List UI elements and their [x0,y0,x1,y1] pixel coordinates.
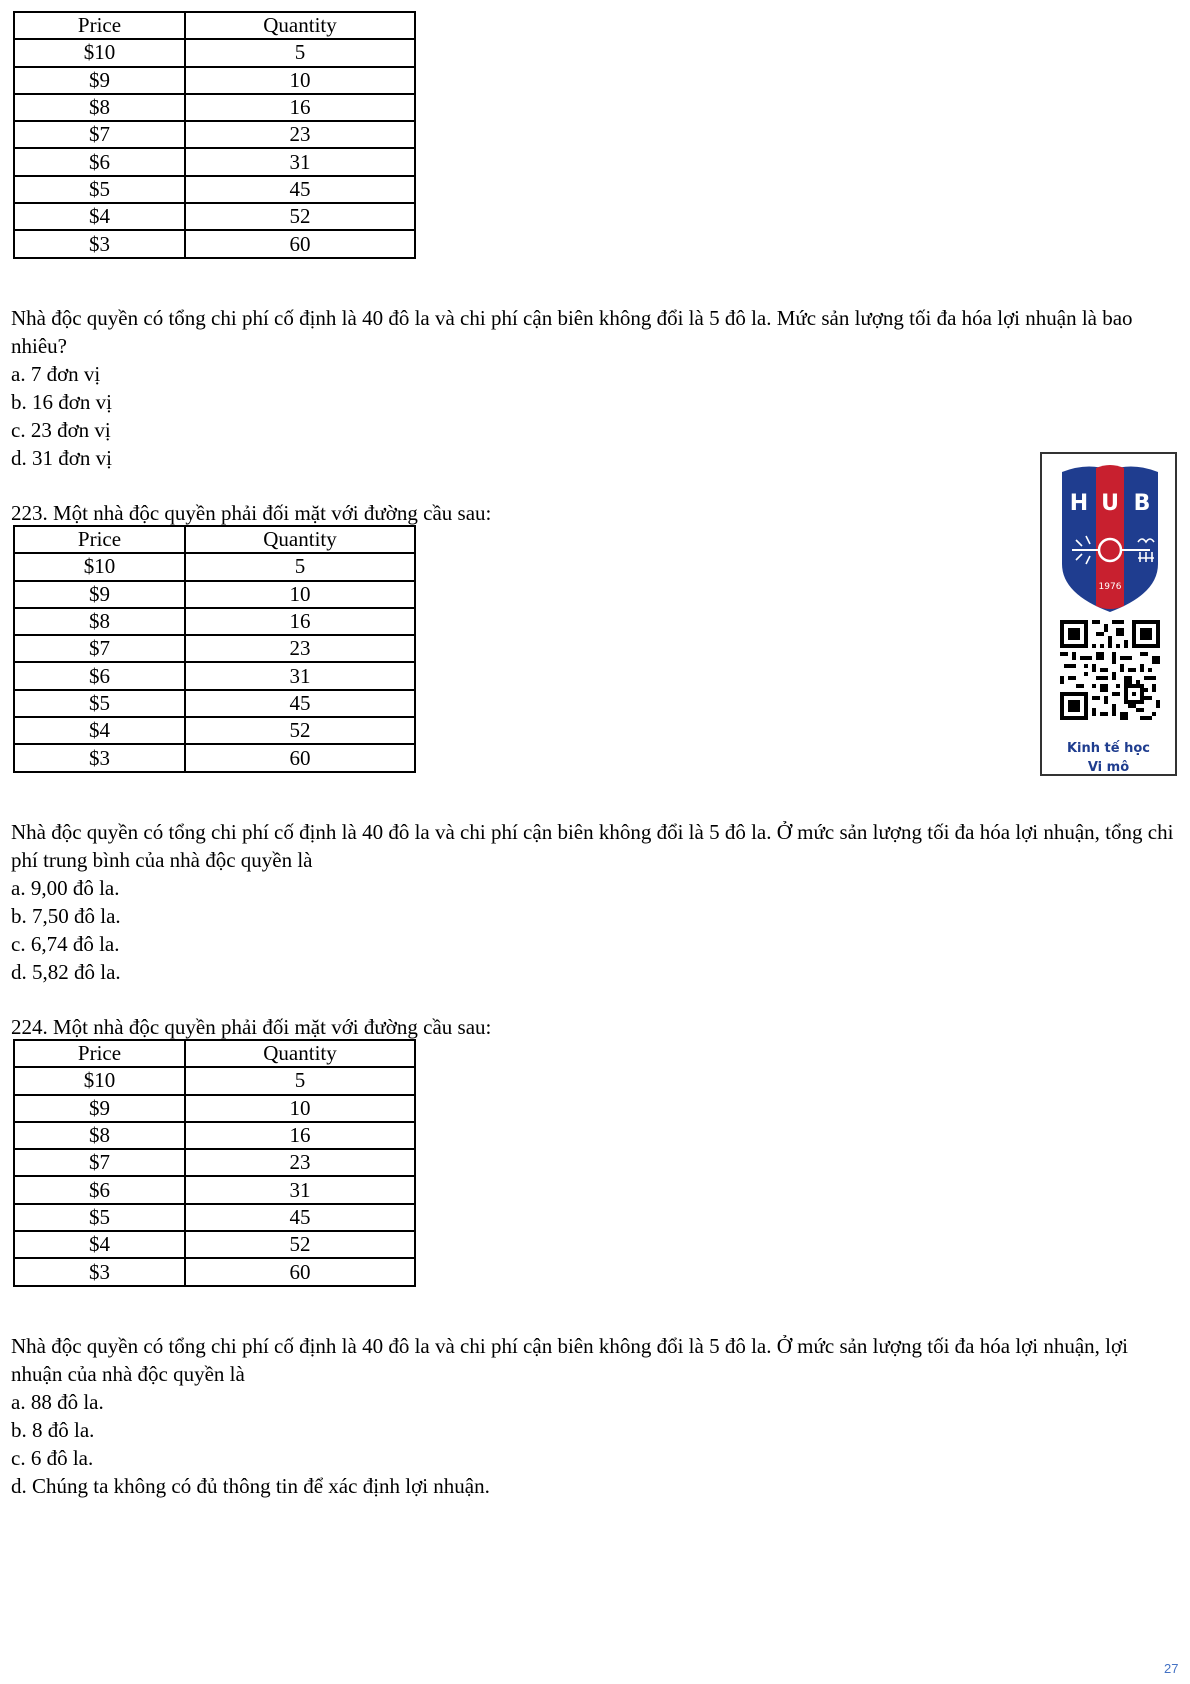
price-header: Price [14,12,185,39]
price-cell: $7 [14,1149,185,1176]
price-header: Price [14,526,185,553]
demand-table-3 [13,1039,416,1287]
quantity-cell: 5 [185,1067,415,1094]
price-cell: $9 [14,1095,185,1122]
quantity-header: Quantity [185,1040,415,1067]
answer-option-c: c. 23 đơn vị [11,418,111,442]
demand-table-1 [13,11,416,259]
quantity-cell: 45 [185,176,415,203]
answer-option-b: b. 8 đô la. [11,1418,95,1442]
quantity-header: Quantity [185,526,415,553]
quantity-cell: 5 [185,553,415,580]
quantity-cell: 60 [185,744,415,771]
answer-option-b: b. 7,50 đô la. [11,904,121,928]
quantity-cell: 16 [185,1122,415,1149]
table-row [14,744,415,771]
price-cell: $6 [14,1176,185,1203]
quantity-cell: 31 [185,1176,415,1203]
answer-option-a: a. 88 đô la. [11,1390,104,1414]
qr-code-icon [1060,620,1160,720]
question-stem: Nhà độc quyền có tổng chi phí cố định là 40 đô la và chi phí cận biên không đổi là 5 đô la. Ở mức sản lượng tối đa hóa lợi nhuận, tổng chi phí trung bình của nhà độc quyền là [11,820,1174,872]
answer-option-a: a. 7 đơn vị [11,362,101,386]
quantity-cell: 23 [185,1149,415,1176]
question-title: 224. Một nhà độc quyền phải đối mặt với đường cầu sau: [11,1015,492,1039]
table-header-row [14,1040,415,1067]
course-badge [1040,452,1177,776]
table-row [14,94,415,121]
quantity-cell: 31 [185,662,415,689]
price-cell: $9 [14,67,185,94]
price-cell: $6 [14,148,185,175]
page-number: 27 [1164,1661,1179,1676]
price-cell: $10 [14,39,185,66]
price-cell: $3 [14,1258,185,1285]
table-row [14,203,415,230]
quantity-cell: 52 [185,717,415,744]
table-row [14,1095,415,1122]
answer-option-d: d. 31 đơn vị [11,446,112,470]
price-cell: $8 [14,608,185,635]
price-cell: $5 [14,176,185,203]
quantity-cell: 10 [185,581,415,608]
quantity-cell: 52 [185,1231,415,1258]
svg-text:U: U [1101,491,1119,516]
quantity-cell: 52 [185,203,415,230]
price-cell: $8 [14,94,185,121]
table-row [14,67,415,94]
table-row [14,1122,415,1149]
price-cell: $7 [14,635,185,662]
price-cell: $5 [14,1204,185,1231]
question-stem: Nhà độc quyền có tổng chi phí cố định là 40 đô la và chi phí cận biên không đổi là 5 đô la. Ở mức sản lượng tối đa hóa lợi nhuận, lợi nhuận của nhà độc quyền là [11,1334,1128,1386]
badge-caption-line2: Vi mô [1087,760,1130,775]
badge-caption-line1: Kinh tế học [1066,741,1150,756]
table-row [14,608,415,635]
svg-text:H: H [1069,491,1089,516]
quantity-header: Quantity [185,12,415,39]
price-cell: $10 [14,1067,185,1094]
quantity-cell: 23 [185,635,415,662]
price-cell: $10 [14,553,185,580]
price-cell: $7 [14,121,185,148]
price-cell: $8 [14,1122,185,1149]
quantity-cell: 5 [185,39,415,66]
table-row [14,1258,415,1285]
table-row [14,662,415,689]
answer-option-d: d. Chúng ta không có đủ thông tin để xác định lợi nhuận. [11,1474,490,1498]
table-row [14,1231,415,1258]
quantity-cell: 23 [185,121,415,148]
price-cell: $3 [14,230,185,257]
table-row [14,1149,415,1176]
price-cell: $4 [14,203,185,230]
table-row [14,39,415,66]
table-row [14,1176,415,1203]
table-row [14,553,415,580]
question-stem: Nhà độc quyền có tổng chi phí cố định là 40 đô la và chi phí cận biên không đổi là 5 đô la. Mức sản lượng tối đa hóa lợi nhuận là bao nhiêu? [11,306,1133,358]
price-cell: $6 [14,662,185,689]
answer-option-c: c. 6 đô la. [11,1446,94,1470]
table-row [14,690,415,717]
quantity-cell: 16 [185,608,415,635]
answer-option-a: a. 9,00 đô la. [11,876,120,900]
table-header-row [14,526,415,553]
table-row [14,717,415,744]
table-row [14,581,415,608]
hub-logo-icon [1042,454,1179,614]
quantity-cell: 10 [185,67,415,94]
svg-text:B: B [1133,491,1151,516]
price-header: Price [14,1040,185,1067]
question-title: 223. Một nhà độc quyền phải đối mặt với đường cầu sau: [11,501,492,525]
answer-option-b: b. 16 đơn vị [11,390,112,414]
quantity-cell: 16 [185,94,415,121]
quantity-cell: 45 [185,690,415,717]
table-row [14,635,415,662]
table-row [14,230,415,257]
quantity-cell: 60 [185,230,415,257]
quantity-cell: 31 [185,148,415,175]
table-row [14,1067,415,1094]
price-cell: $5 [14,690,185,717]
svg-text:1976: 1976 [1098,582,1122,592]
table-header-row [14,12,415,39]
answer-option-c: c. 6,74 đô la. [11,932,120,956]
table-row [14,1204,415,1231]
price-cell: $4 [14,1231,185,1258]
table-row [14,121,415,148]
price-cell: $3 [14,744,185,771]
price-cell: $9 [14,581,185,608]
demand-table-2 [13,525,416,773]
quantity-cell: 10 [185,1095,415,1122]
quantity-cell: 45 [185,1204,415,1231]
table-row [14,148,415,175]
price-cell: $4 [14,717,185,744]
quantity-cell: 60 [185,1258,415,1285]
answer-option-d: d. 5,82 đô la. [11,960,121,984]
table-row [14,176,415,203]
